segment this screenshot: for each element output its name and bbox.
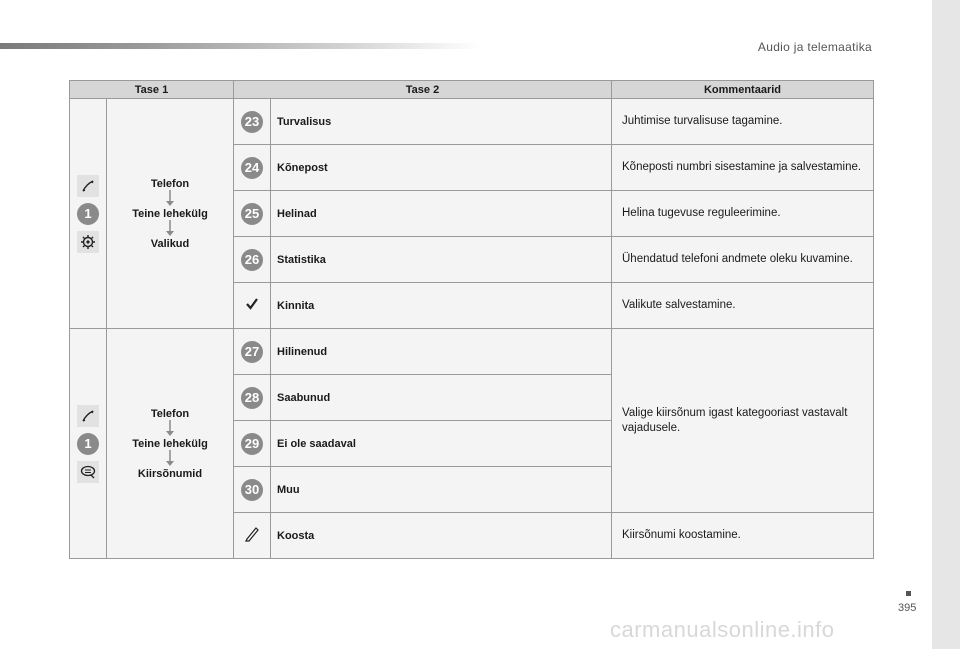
watermark: carmanualsonline.info [610, 617, 835, 642]
settings-gear-icon [77, 231, 99, 253]
row-label: Muu [271, 467, 612, 513]
path-telefon: Telefon [150, 407, 190, 420]
section-title: Audio ja telemaatika [757, 40, 872, 54]
badge-29: 29 [241, 433, 263, 455]
path-second-page: Teine lehekülg [132, 437, 208, 450]
path-options: Valikud [150, 237, 190, 250]
header-gradient-bar [0, 43, 480, 49]
badge-27: 27 [241, 341, 263, 363]
badge-30: 30 [241, 479, 263, 501]
level1-path-cell [107, 329, 234, 559]
row-label: Kõnepost [271, 145, 612, 191]
badge-23: 23 [241, 111, 263, 133]
level1-badge: 1 [77, 433, 99, 455]
phone-icon [77, 175, 99, 197]
arrow-down-icon [165, 450, 175, 468]
page-marker [906, 591, 911, 596]
level1-badge: 1 [77, 203, 99, 225]
level1-path-cell [107, 99, 234, 329]
row-comment: Ühendatud telefoni andmete oleku kuvamine. [612, 237, 874, 283]
row-label: Koosta [271, 513, 612, 559]
table-row [70, 99, 874, 145]
menu-table [69, 80, 874, 559]
row-label: Ei ole saadaval [271, 421, 612, 467]
badge-26: 26 [241, 249, 263, 271]
arrow-down-icon [165, 420, 175, 438]
page-edge-band [932, 0, 960, 649]
row-label: Helinad [271, 191, 612, 237]
path-quick-messages: Kiirsõnumid [137, 467, 203, 480]
row-label: Turvalisus [271, 99, 612, 145]
row-label: Saabunud [271, 375, 612, 421]
path-second-page: Teine lehekülg [132, 207, 208, 220]
row-label: Kinnita [271, 283, 612, 329]
arrow-down-icon [165, 190, 175, 208]
pencil-icon [244, 526, 260, 542]
row-comment: Helina tugevuse reguleerimine. [612, 191, 874, 237]
table-row [70, 329, 874, 375]
merged-comment: Valige kiirsõnum igast kategooriast vastavalt vajadusele. [612, 329, 874, 513]
level1-icons-cell [70, 329, 107, 559]
phone-icon [77, 405, 99, 427]
header-level1: Tase 1 [70, 81, 234, 99]
row-comment: Kõneposti numbri sisestamine ja salvestamine. [612, 145, 874, 191]
row-comment: Valikute salvestamine. [612, 283, 874, 329]
arrow-down-icon [165, 220, 175, 238]
row-label: Hilinenud [271, 329, 612, 375]
checkmark-icon [245, 297, 259, 311]
badge-24: 24 [241, 157, 263, 179]
level1-icons-cell [70, 99, 107, 329]
header-comments: Kommentaarid [612, 81, 874, 99]
row-label: Statistika [271, 237, 612, 283]
row-comment: Juhtimise turvalisuse tagamine. [612, 99, 874, 145]
page-number: 395 [898, 602, 917, 614]
badge-28: 28 [241, 387, 263, 409]
badge-25: 25 [241, 203, 263, 225]
row-comment: Kiirsõnumi koostamine. [612, 513, 874, 559]
header-level2: Tase 2 [234, 81, 612, 99]
table-header-row [70, 81, 874, 99]
path-telefon: Telefon [150, 177, 190, 190]
message-bubble-icon [77, 461, 99, 483]
